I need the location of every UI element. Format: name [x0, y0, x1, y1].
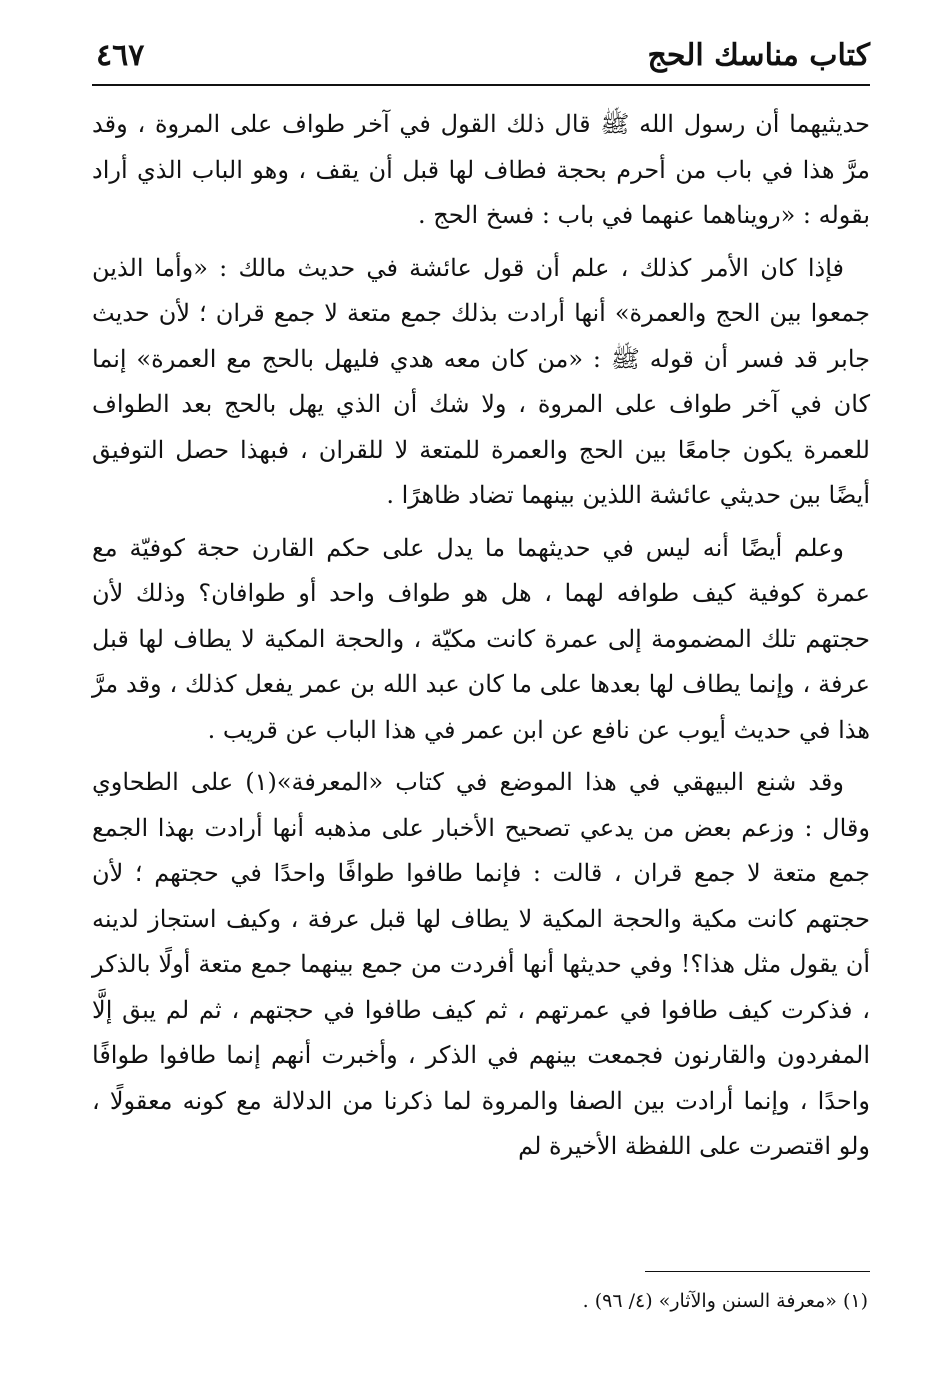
- page-number: ٤٦٧: [96, 38, 145, 73]
- paragraph-4: وقد شنع البيهقي في هذا الموضع في كتاب «المعرفة»(١) على الطحاوي وقال : وزعم بعض من يدعي تصحيح الأخبار على مذهبه أنها أرادت بهذا الجمع جمع متعة لا جمع قران ، قالت : فإنما طافوا طوافًا واحدًا في حجتهم ؛ لأن حجتهم كانت مكية والحجة المكية لا يطاف لها قبل عرفة ، وكيف استجاز لدينه أن يقول مثل هذا؟! وفي حديثها أنها أفردت من جمع بينهما جمع متعة أولًا بالذكر ، فذكرت كيف طافوا في عمرتهم ، ثم كيف طافوا في حجتهم ، ثم لم يبق إلَّا المفردون والقارنون فجمعت بينهم في الذكر ، وأخبرت أنهم إنما طافوا طوافًا واحدًا ، وإنما أرادت بين الصفا والمروة لما ذكرنا من الدلالة مع كونه معقولًا ، ولو اقتصرت على اللفظة الأخيرة لم: [92, 768, 870, 1160]
- running-header: [92, 28, 870, 86]
- book-title: كتاب مناسك الحج: [647, 38, 870, 73]
- main-text: [92, 102, 870, 1177]
- paragraph-2: فإذا كان الأمر كذلك ، علم أن قول عائشة في حديث مالك : «وأما الذين جمعوا بين الحج والعمرة» أنها أرادت بذلك جمع متعة لا جمع قران ؛ لأن حديث جابر قد فسر أن قوله ﷺ : «من كان معه هدي فليهل بالحج مع العمرة» إنما كان في آخر طواف على المروة ، ولا شك أن الذي يهل بالحج بعد الطواف للعمرة يكون جامعًا بين الحج والعمرة للمتعة لا للقران ، فبهذا حصل التوفيق أيضًا بين حديثي عائشة اللذين بينهما تضاد ظاهرًا .: [92, 253, 870, 509]
- footnote-divider: [645, 1271, 870, 1272]
- paragraph-3: وعلم أيضًا أنه ليس في حديثهما ما يدل على حكم القارن حجة كوفيّة مع عمرة كوفية كيف طوافه لهما ، هل هو طواف واحد أو طوافان؟ وذلك لأن حجتهم تلك المضمومة إلى عمرة كانت مكيّة ، والحجة المكية لا يطاف لها قبل عرفة ، وإنما يطاف لها بعدها على ما كان عبد الله بن عمر يفعل كذلك ، وقد مرَّ هذا في حديث أيوب عن نافع عن ابن عمر في هذا الباب عن قريب .: [92, 533, 871, 744]
- footnote: (١) «معرفة السنن والآثار» (٤/ ٩٦) .: [582, 1290, 868, 1312]
- paragraph-1: حديثيهما أن رسول الله ﷺ قال ذلك القول في آخر طواف على المروة ، وقد مرَّ هذا في باب من أحرم بحجة فطاف لها قبل أن يقف ، وهو الباب الذي أراد بقوله : «رويناهما عنهما في باب : فسخ الحج .: [92, 110, 870, 229]
